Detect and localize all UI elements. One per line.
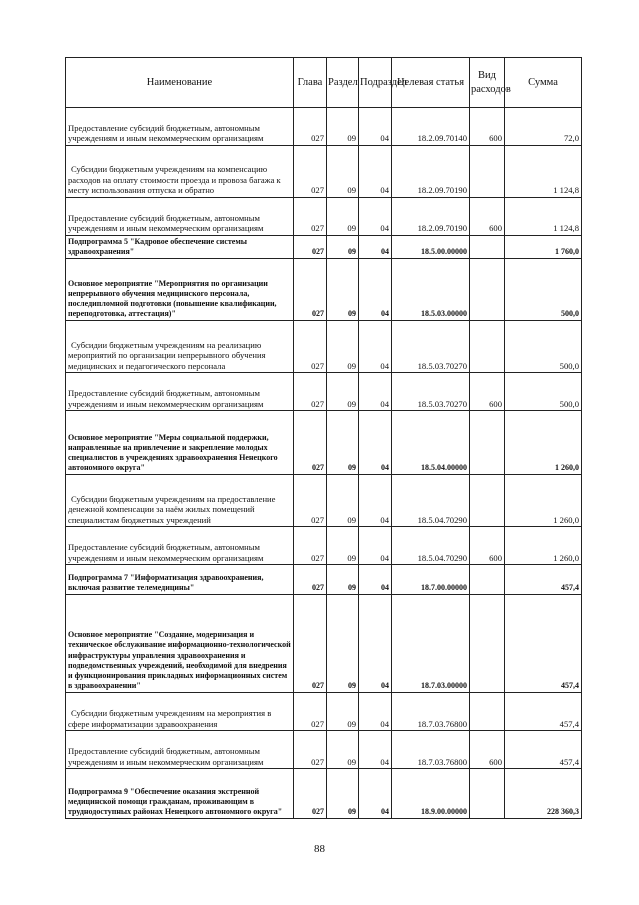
row-chapter: 027 (294, 565, 327, 595)
row-sum: 457,4 (505, 565, 582, 595)
row-expense-type: 600 (470, 731, 505, 769)
row-subsection: 04 (359, 731, 392, 769)
row-name: Предоставление субсидий бюджетным, автономным учреждениям и иным некоммерческим организациям (66, 527, 294, 565)
row-expense-type (470, 475, 505, 527)
row-section: 09 (327, 236, 359, 259)
budget-table (65, 57, 582, 819)
row-chapter: 027 (294, 693, 327, 731)
row-subsection: 04 (359, 475, 392, 527)
row-subsection: 04 (359, 236, 392, 259)
row-name: Основное мероприятие "Мероприятия по организации непрерывного обучения медицинского персонала, последипломной подготовки (повышение квалификации, переподготовка, аттестация)" (66, 259, 294, 321)
row-subsection: 04 (359, 321, 392, 373)
row-name: Подпрограмма 9 "Обеспечение оказания экстренной медицинской помощи гражданам, проживающим в труднодоступных районах Ненецкого автономного округа" (66, 769, 294, 819)
table-row (66, 146, 582, 198)
table-row (66, 321, 582, 373)
row-sum: 500,0 (505, 321, 582, 373)
row-sum: 1 124,8 (505, 198, 582, 236)
table-row (66, 411, 582, 475)
row-section: 09 (327, 565, 359, 595)
row-expense-type (470, 321, 505, 373)
row-expense-type (470, 565, 505, 595)
row-target: 18.7.03.00000 (392, 595, 470, 693)
header-chapter: Глава (294, 58, 327, 108)
row-name: Субсидии бюджетным учреждениям на компенсацию расходов на оплату стоимости проезда и провоза багажа к месту использования отпуска и обратно (66, 146, 294, 198)
row-expense-type (470, 693, 505, 731)
row-chapter: 027 (294, 411, 327, 475)
table-row (66, 693, 582, 731)
table-row (66, 769, 582, 819)
row-target: 18.7.00.00000 (392, 565, 470, 595)
row-chapter: 027 (294, 769, 327, 819)
row-target: 18.5.03.00000 (392, 259, 470, 321)
row-target: 18.5.00.00000 (392, 236, 470, 259)
row-sum: 457,4 (505, 595, 582, 693)
row-subsection: 04 (359, 527, 392, 565)
row-chapter: 027 (294, 198, 327, 236)
row-expense-type: 600 (470, 108, 505, 146)
row-target: 18.2.09.70190 (392, 198, 470, 236)
row-subsection: 04 (359, 411, 392, 475)
row-subsection: 04 (359, 198, 392, 236)
row-sum: 457,4 (505, 693, 582, 731)
row-sum: 72,0 (505, 108, 582, 146)
header-name: Наименование (66, 58, 294, 108)
row-name: Основное мероприятие "Меры социальной поддержки, направленные на привлечение и закрепление молодых специалистов в учреждениях здравоохранения Ненецкого автономного округа" (66, 411, 294, 475)
row-section: 09 (327, 321, 359, 373)
row-section: 09 (327, 198, 359, 236)
row-sum: 1 124,8 (505, 146, 582, 198)
table-row (66, 595, 582, 693)
row-expense-type: 600 (470, 527, 505, 565)
table-row (66, 236, 582, 259)
page-number: 88 (314, 843, 325, 855)
header-target: Целевая статья (392, 58, 470, 108)
table-header-row (66, 58, 582, 108)
table-body (66, 108, 582, 819)
row-section: 09 (327, 373, 359, 411)
row-section: 09 (327, 475, 359, 527)
row-sum: 1 260,0 (505, 475, 582, 527)
row-sum: 1 260,0 (505, 527, 582, 565)
row-expense-type (470, 769, 505, 819)
row-sum: 1 260,0 (505, 411, 582, 475)
row-target: 18.7.03.76800 (392, 731, 470, 769)
row-subsection: 04 (359, 108, 392, 146)
row-subsection: 04 (359, 595, 392, 693)
row-name: Подпрограмма 7 "Информатизация здравоохранения, включая развитие телемедицины" (66, 565, 294, 595)
row-section: 09 (327, 769, 359, 819)
row-target: 18.5.03.70270 (392, 321, 470, 373)
row-section: 09 (327, 731, 359, 769)
row-target: 18.7.03.76800 (392, 693, 470, 731)
header-section: Раздел (327, 58, 359, 108)
table-row (66, 259, 582, 321)
row-name: Субсидии бюджетным учреждениям на мероприятия в сфере информатизации здравоохранения (66, 693, 294, 731)
row-target: 18.5.04.70290 (392, 475, 470, 527)
row-section: 09 (327, 146, 359, 198)
row-expense-type (470, 236, 505, 259)
row-chapter: 027 (294, 527, 327, 565)
row-expense-type (470, 595, 505, 693)
row-expense-type (470, 411, 505, 475)
row-subsection: 04 (359, 373, 392, 411)
row-name: Предоставление субсидий бюджетным, автономным учреждениям и иным некоммерческим организациям (66, 108, 294, 146)
table-row (66, 731, 582, 769)
row-section: 09 (327, 108, 359, 146)
row-expense-type (470, 259, 505, 321)
row-subsection: 04 (359, 769, 392, 819)
row-target: 18.5.04.00000 (392, 411, 470, 475)
table-row (66, 108, 582, 146)
table-row (66, 373, 582, 411)
row-name: Предоставление субсидий бюджетным, автономным учреждениям и иным некоммерческим организациям (66, 198, 294, 236)
row-target: 18.2.09.70190 (392, 146, 470, 198)
table-row (66, 475, 582, 527)
row-sum: 500,0 (505, 373, 582, 411)
row-name: Подпрограмма 5 "Кадровое обеспечение системы здравоохранения" (66, 236, 294, 259)
row-name: Субсидии бюджетным учреждениям на реализацию мероприятий по организации непрерывного обучения медицинских и педагогического персонала (66, 321, 294, 373)
row-sum: 228 360,3 (505, 769, 582, 819)
row-target: 18.5.03.70270 (392, 373, 470, 411)
row-expense-type: 600 (470, 198, 505, 236)
row-sum: 457,4 (505, 731, 582, 769)
row-section: 09 (327, 259, 359, 321)
row-section: 09 (327, 693, 359, 731)
row-expense-type (470, 146, 505, 198)
row-name: Основное мероприятие "Создание, модернизация и техническое обслуживание информационно-технологической инфраструктуры управления здравоохранения и подведомственных учреждений, необходимой для внедрения и функционирования прикладных информационных систем в здравоохранении" (66, 595, 294, 693)
row-target: 18.5.04.70290 (392, 527, 470, 565)
table-row (66, 198, 582, 236)
header-sum: Сумма (505, 58, 582, 108)
row-chapter: 027 (294, 373, 327, 411)
row-chapter: 027 (294, 321, 327, 373)
row-section: 09 (327, 527, 359, 565)
row-sum: 500,0 (505, 259, 582, 321)
table-row (66, 527, 582, 565)
row-chapter: 027 (294, 259, 327, 321)
row-name: Предоставление субсидий бюджетным, автономным учреждениям и иным некоммерческим организациям (66, 373, 294, 411)
row-subsection: 04 (359, 565, 392, 595)
row-sum: 1 760,0 (505, 236, 582, 259)
row-chapter: 027 (294, 475, 327, 527)
row-name: Субсидии бюджетным учреждениям на предоставление денежной компенсации за наём жилых помещений специалистам бюджетных учреждений (66, 475, 294, 527)
row-subsection: 04 (359, 259, 392, 321)
row-target: 18.9.00.00000 (392, 769, 470, 819)
row-target: 18.2.09.70140 (392, 108, 470, 146)
row-section: 09 (327, 411, 359, 475)
row-chapter: 027 (294, 146, 327, 198)
row-chapter: 027 (294, 731, 327, 769)
header-subsection: Подраздел (359, 58, 392, 108)
row-name: Предоставление субсидий бюджетным, автономным учреждениям и иным некоммерческим организациям (66, 731, 294, 769)
row-chapter: 027 (294, 108, 327, 146)
row-chapter: 027 (294, 595, 327, 693)
row-subsection: 04 (359, 146, 392, 198)
row-expense-type: 600 (470, 373, 505, 411)
row-chapter: 027 (294, 236, 327, 259)
row-subsection: 04 (359, 693, 392, 731)
row-section: 09 (327, 595, 359, 693)
header-expense-type: Вид расходов (470, 58, 505, 108)
table-row (66, 565, 582, 595)
